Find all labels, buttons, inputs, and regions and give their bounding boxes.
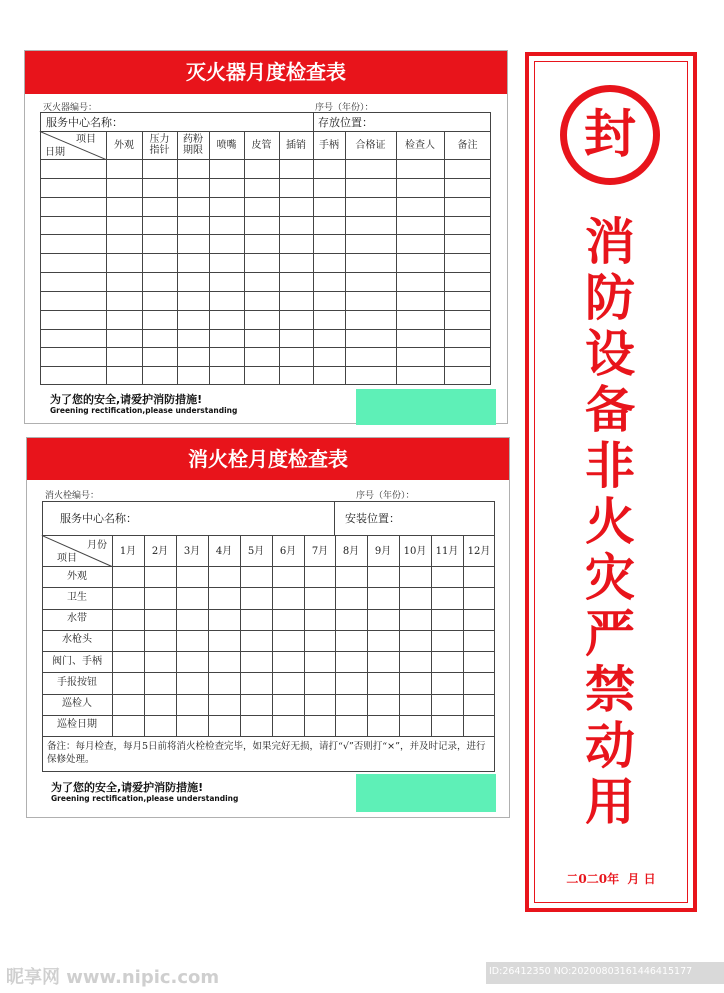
extinguisher-column-header: 手柄 — [319, 140, 339, 151]
table-rule — [272, 535, 273, 736]
extinguisher-location-label: 存放位置： — [318, 116, 373, 129]
table-rule — [42, 609, 495, 610]
table-rule — [142, 131, 143, 385]
hydrant-month-header: 8月 — [342, 546, 360, 557]
slogan-character: 备 — [585, 381, 635, 439]
extinguisher-number-label: 灭火器编号： — [43, 103, 98, 113]
extinguisher-column-header: 药粉 期限 — [183, 134, 203, 156]
extinguisher-column-header: 压力 指针 — [149, 134, 170, 156]
hydrant-center-label: 服务中心名称： — [60, 512, 137, 525]
table-rule — [42, 630, 495, 631]
slogan-character: 用 — [585, 773, 635, 831]
hydrant-month-header: 1月 — [119, 546, 137, 557]
table-rule — [463, 535, 464, 736]
table-rule — [40, 253, 491, 254]
slogan-character: 动 — [585, 717, 635, 775]
hydrant-month-header: 5月 — [247, 546, 265, 557]
hydrant-month-header: 6月 — [279, 546, 297, 557]
extinguisher-column-header: 备注 — [457, 140, 478, 151]
table-rule — [444, 131, 445, 385]
table-rule — [345, 131, 346, 385]
slogan-character: 消 — [585, 213, 635, 271]
table-rule — [40, 178, 491, 179]
hydrant-month-header: 11月 — [435, 546, 459, 557]
table-rule — [40, 234, 491, 235]
table-rule — [42, 672, 495, 673]
extinguisher-column-header: 检查人 — [405, 140, 435, 151]
extinguisher-safety-text: 为了您的安全,请爱护消防措施! — [50, 393, 203, 406]
table-rule — [144, 535, 145, 736]
table-rule — [334, 501, 335, 535]
hydrant-row-label: 阀门、手柄 — [52, 656, 102, 667]
table-rule — [208, 535, 209, 736]
table-rule — [244, 131, 245, 385]
table-rule — [40, 272, 491, 273]
hydrant-location-label: 安装位置： — [345, 512, 400, 525]
hydrant-month-header: 7月 — [311, 546, 329, 557]
slogan-character: 火 — [585, 493, 635, 551]
table-rule — [42, 587, 495, 588]
table-rule — [279, 131, 280, 385]
slogan-character: 非 — [585, 437, 635, 495]
table-rule — [40, 329, 491, 330]
slogan-character: 灾 — [585, 549, 635, 607]
table-rule — [40, 347, 491, 348]
extinguisher-column-header: 插销 — [286, 140, 306, 151]
hydrant-title: 消火栓月度检查表 — [27, 438, 509, 480]
table-rule — [42, 651, 495, 652]
table-rule — [177, 131, 178, 385]
table-rule — [40, 216, 491, 217]
table-rule — [335, 535, 336, 736]
slogan-character: 严 — [585, 605, 635, 663]
table-rule — [367, 535, 368, 736]
hydrant-corner-month: 月份 — [87, 540, 107, 551]
extinguisher-column-header: 喷嘴 — [216, 140, 237, 151]
extinguisher-serial-label: 序号（年份）： — [315, 103, 374, 113]
slogan-character: 禁 — [585, 661, 635, 719]
hydrant-month-header: 2月 — [151, 546, 169, 557]
extinguisher-corner-item: 项目 — [76, 134, 96, 145]
table-rule — [42, 535, 495, 536]
table-rule — [176, 535, 177, 736]
table-rule — [42, 694, 495, 695]
extinguisher-corner-date: 日期 — [45, 147, 65, 158]
table-rule — [40, 310, 491, 311]
hydrant-month-header: 10月 — [403, 546, 427, 557]
hydrant-row-label: 巡检人 — [62, 698, 92, 709]
hydrant-row-label: 外观 — [67, 571, 87, 582]
stamp-character: 封 — [583, 105, 636, 165]
hydrant-safety-text: 为了您的安全,请爱护消防措施! — [51, 781, 204, 794]
table-rule — [399, 535, 400, 736]
table-rule — [40, 159, 491, 160]
hydrant-month-header: 4月 — [215, 546, 233, 557]
hydrant-month-header: 12月 — [467, 546, 491, 557]
hydrant-month-header: 3月 — [183, 546, 201, 557]
table-rule — [313, 112, 314, 131]
table-rule — [431, 535, 432, 736]
extinguisher-safety-english: Greening rectification,please understanding — [50, 406, 238, 415]
hydrant-month-header: 9月 — [374, 546, 392, 557]
extinguisher-title: 灭火器月度检查表 — [25, 51, 507, 94]
table-rule — [209, 131, 210, 385]
hydrant-number-label: 消火栓编号： — [45, 491, 100, 501]
table-rule — [40, 366, 491, 367]
table-rule — [42, 715, 495, 716]
table-rule — [396, 131, 397, 385]
hydrant-safety-english: Greening rectification,please understanding — [51, 794, 239, 803]
hydrant-row-label: 水带 — [67, 613, 87, 624]
hydrant-row-label: 水枪头 — [62, 634, 92, 645]
hydrant-row-label: 卫生 — [67, 592, 87, 603]
extinguisher-center-label: 服务中心名称： — [46, 116, 123, 129]
extinguisher-column-header: 合格证 — [355, 140, 386, 151]
hydrant-serial-label: 序号（年份）： — [356, 491, 415, 501]
table-rule — [40, 131, 491, 132]
watermark-brand: 昵享网 www.nipic.com — [6, 967, 220, 988]
seal-date: 二0二0年 月 日 — [566, 872, 656, 886]
slogan-character: 防 — [585, 269, 635, 327]
extinguisher-table — [40, 112, 491, 385]
extinguisher-column-header: 外观 — [114, 140, 134, 151]
hydrant-note: 备注：每月检查，每月5日前将消火栓检查完毕，如果完好无损，请打“√”否则打“×”，并及时记录，进行保修处理。 — [47, 741, 486, 765]
table-rule — [42, 736, 495, 737]
table-rule — [40, 197, 491, 198]
watermark-id: ID:26412350 NO:20200803161446415177 — [489, 966, 693, 977]
hydrant-corner-item: 项目 — [57, 553, 77, 564]
table-rule — [240, 535, 241, 736]
slogan-character: 设 — [585, 325, 635, 383]
hydrant-row-label: 巡检日期 — [57, 719, 97, 730]
table-rule — [304, 535, 305, 736]
table-rule — [313, 131, 314, 385]
table-rule — [106, 131, 107, 385]
table-rule — [40, 291, 491, 292]
hydrant-green-box — [356, 774, 496, 812]
hydrant-row-label: 手报按钮 — [57, 677, 97, 688]
extinguisher-column-header: 皮管 — [251, 140, 272, 151]
extinguisher-green-box — [356, 389, 496, 425]
